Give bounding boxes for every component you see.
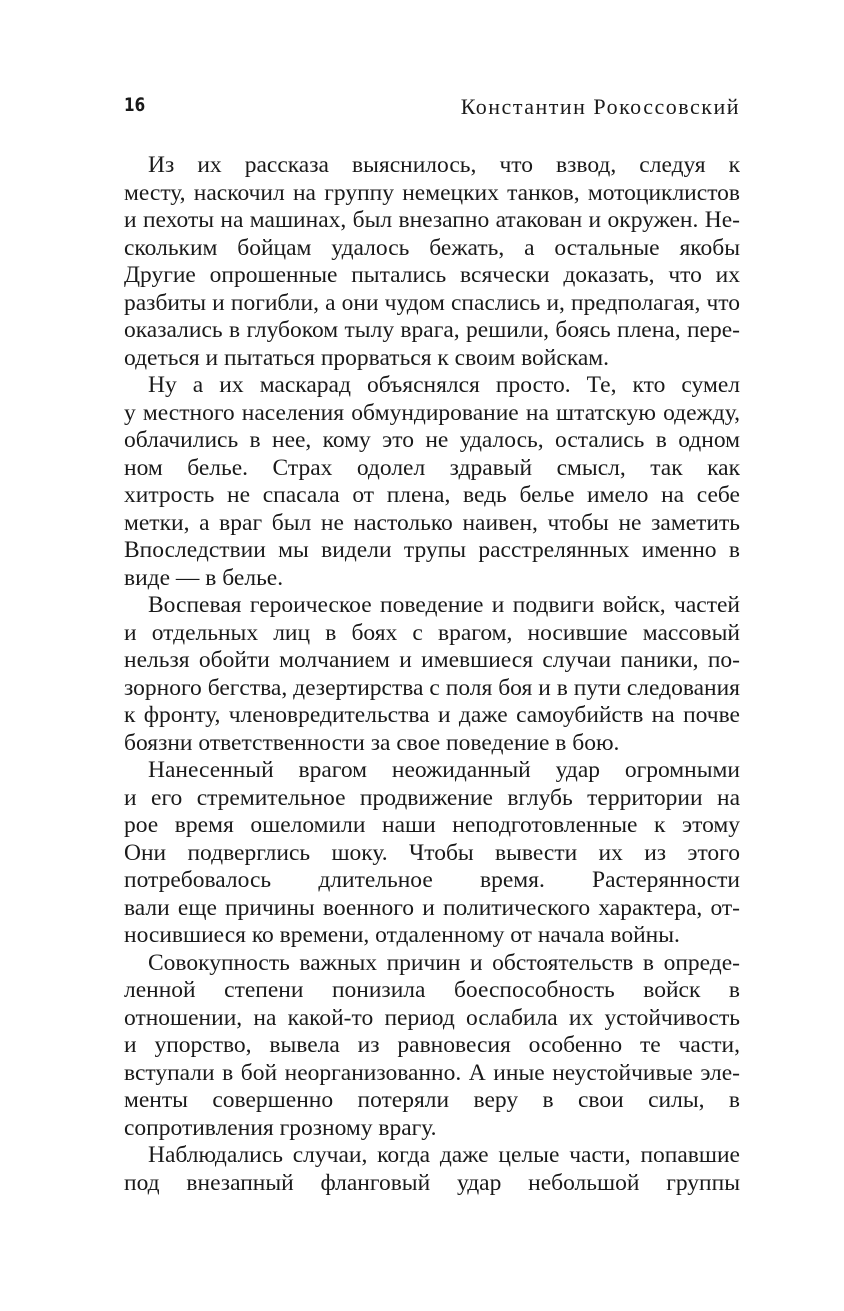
text-line: метки, а враг был не настолько наивен, чтобы не заметить	[124, 509, 740, 536]
text-line: облачились в нее, кому это не удалось, остались в одном	[124, 427, 740, 453]
text-line: к фронту, членовредительства и даже самоубийств на почве	[124, 702, 740, 728]
text-line: и его стремительное продвижение вглубь территории на	[124, 784, 740, 811]
text-line: Они подверглись шоку. Чтобы вывести их из этого	[124, 839, 740, 866]
text-line: разбиты и погибли, а они чудом спаслись и, предполагая, что	[124, 289, 740, 316]
paragraph	[124, 372, 740, 592]
text-line: хитрость не спасала от плена, ведь белье имело на себе	[124, 482, 740, 508]
text-line: и пехоты на машинах, был внезапно атакован и окружен. Не-	[124, 207, 740, 233]
text-line: Наблюдались случаи, когда даже целые части, попавшие	[148, 1142, 740, 1168]
text-line: под внезапный фланговый удар небольшой группы	[124, 1169, 740, 1196]
paragraph	[124, 950, 740, 1143]
text-line: Другие опрошенные пытались всячески доказать, что их	[124, 262, 740, 288]
text-line: ленной степени понизила боеспособность войск в	[124, 977, 740, 1003]
text-line: и упорство, вывела из равновесия особенно те части,	[124, 1032, 740, 1058]
paragraph	[124, 1142, 740, 1197]
text-line: Из их рассказа выяснилось, что взвод, следуя к	[148, 152, 740, 178]
text-line: Ну а их маскарад объяснялся просто. Те, кто сумел	[148, 372, 740, 398]
text-line: одеться и пытаться прорваться к своим войскам.	[124, 344, 610, 371]
text-line: рое время ошеломили наши неподготовленные к этому	[124, 812, 740, 838]
paragraph	[124, 592, 740, 757]
text-line: месту, наскочил на группу немецких танков, мотоциклистов	[124, 179, 740, 206]
text-line: Совокупность важных причин и обстоятельств в опреде-	[148, 949, 740, 976]
page-header	[124, 94, 740, 126]
text-line: носившиеся ко времени, отдаленному от начала войны.	[124, 922, 680, 948]
text-line: сопротивления грозному врагу.	[124, 1114, 437, 1141]
text-line: зорного бегства, дезертирства с поля боя и в пути следования	[124, 674, 740, 701]
text-line: боязни ответственности за свое поведение в бою.	[124, 729, 620, 756]
text-line: виде — в белье.	[124, 564, 284, 591]
text-line: у местного населения обмундирование на штатскую одежду,	[124, 399, 740, 426]
text-line: нельзя обойти молчанием и имевшиеся случаи паники, по-	[124, 647, 740, 673]
text-line: вступали в бой неорганизованно. А иные неустойчивые эле-	[124, 1059, 740, 1086]
text-line: потребовалось длительное время. Растерянности	[124, 867, 740, 893]
text-line: менты совершенно потеряли веру в свои силы, в	[124, 1087, 740, 1113]
body-text	[124, 152, 740, 1197]
text-line: оказались в глубоком тылу врага, решили, боясь плена, пере-	[124, 317, 740, 343]
text-line: Впоследствии мы видели трупы расстрелянных именно в	[124, 537, 740, 563]
text-line: и отдельных лиц в боях с врагом, носившие массовый	[124, 619, 740, 646]
page-number: 16	[124, 94, 146, 116]
paragraph	[124, 152, 740, 372]
text-line: Нанесенный врагом неожиданный удар огромными	[148, 757, 740, 783]
paragraph	[124, 757, 740, 950]
running-title: Константин Рокоссовский	[460, 94, 740, 119]
text-line: Воспевая героическое поведение и подвиги войск, частей	[148, 592, 740, 618]
text-line: отношении, на какой-то период ослабила их устойчивость	[124, 1004, 740, 1031]
text-line: скольким бойцам удалось бежать, а остальные якобы	[124, 234, 740, 261]
text-line: вали еще причины военного и политического характера, от-	[124, 894, 740, 921]
text-line: ном белье. Страх одолел здравый смысл, так как	[124, 454, 740, 481]
